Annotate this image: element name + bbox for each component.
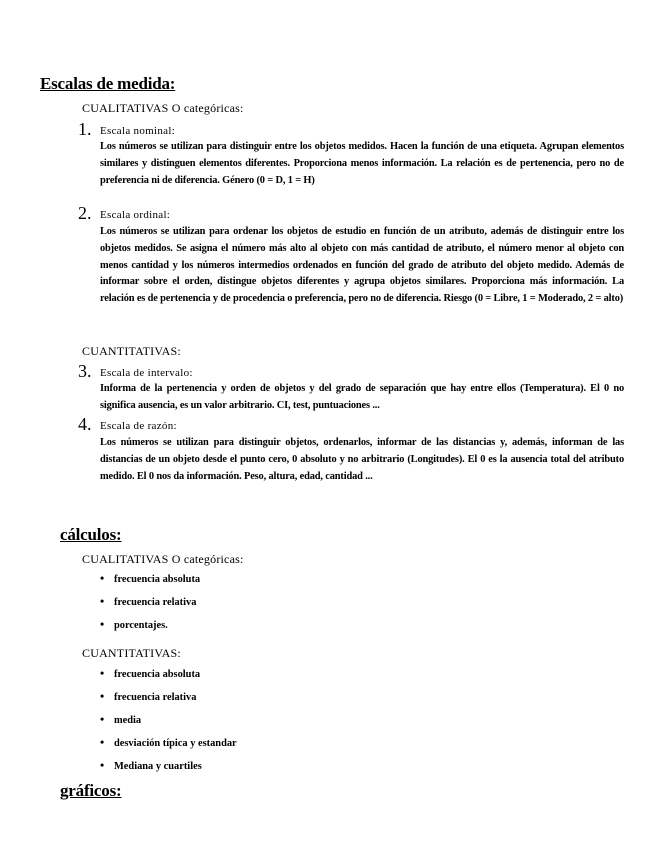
bullet-icon: • [100,594,105,608]
item-title-escala-ordinal: Escala ordinal: [100,209,171,221]
label-cuantitativas: CUANTITATIVAS: [82,344,181,358]
label-calculos-cuantitativas: CUANTITATIVAS: [82,646,181,660]
item-title-escala-nominal: Escala nominal: [100,125,176,137]
list-item: • frecuencia relativa [100,689,197,703]
list-item: • desviación típica y estandar [100,735,237,749]
list-item: • porcentajes. [100,617,168,631]
heading-calculos: cálculos: [60,525,122,544]
item-title-escala-de-intervalo: Escala de intervalo: [100,367,193,379]
list-calculos-cuantitativas [100,666,237,781]
list-item: • frecuencia relativa [100,594,197,608]
bullet-icon: • [100,735,105,749]
list-item: • media [100,712,142,726]
item-number-3: 3. [78,361,92,381]
list-item: • frecuencia absoluta [100,666,201,680]
bullet-icon: • [100,617,105,631]
item-text-escala-de-intervalo: Informa de la pertenencia y orden de objetos y del grado de separación que hay entre ellos (Temperatura). El 0 no significa ausencia, es un valor arbitrario. CI, test, puntuaciones ... [100,383,624,411]
list-item: • frecuencia absoluta [100,571,201,585]
bullet-icon: • [100,666,105,680]
item-number-2: 2. [78,203,92,223]
label-calculos-cualitativas: CUALITATIVAS O categóricas: [82,552,244,566]
heading-graficos: gráficos: [60,781,122,800]
bullet-icon: • [100,571,105,585]
list-calculos-cualitativas [100,571,200,640]
bullet-icon: • [100,758,105,772]
item-text-escala-ordinal: Los números se utilizan para ordenar los objetos de estudio en función de un atributo, además de distinguir entre los objetos medidos. Se asigna el número más alto al objeto con más cantidad de atributo, el número menor al objeto con menos cantidad y los números intermedios ordenados en función del grado de atributo del objeto medido. Además de informar sobre el orden, distingue objetos diferentes y agrupa objetos similares. Proporciona más información. La relación es de pertenencia y de procedencia o preferencia, pero no de diferencia. Riesgo (0 = Libre, 1 = Moderado, 2 = alto) [100,226,624,305]
item-text-escala-de-razon: Los números se utilizan para distinguir objetos, ordenarlos, informar de las distancias y, además, informan de las distancias de un objeto desde el punto cero, 0 absoluto y no arbitrario (Longitudes). El 0 es la ausencia total del atributo medido. El 0 nos da información. Peso, altura, edad, cantidad ... [100,437,624,482]
label-cualitativas: CUALITATIVAS O categóricas: [82,101,244,115]
item-number-1: 1. [78,119,92,139]
item-text-escala-nominal: Los números se utilizan para distinguir entre los objetos medidos. Hacen la función de una etiqueta. Agrupan elementos similares y distinguen elementos diferentes. Proporciona menos información. La relación es de pertenencia, pero no de preferencia ni de diferencia. Género (0 = D, 1 = H) [100,141,624,186]
list-item: • Mediana y cuartiles [100,758,202,772]
heading-escalas-de-medida: Escalas de medida: [40,74,176,93]
item-number-4: 4. [78,414,92,434]
bullet-icon: • [100,712,105,726]
item-title-escala-de-razon: Escala de razón: [100,420,177,432]
bullet-icon: • [100,689,105,703]
